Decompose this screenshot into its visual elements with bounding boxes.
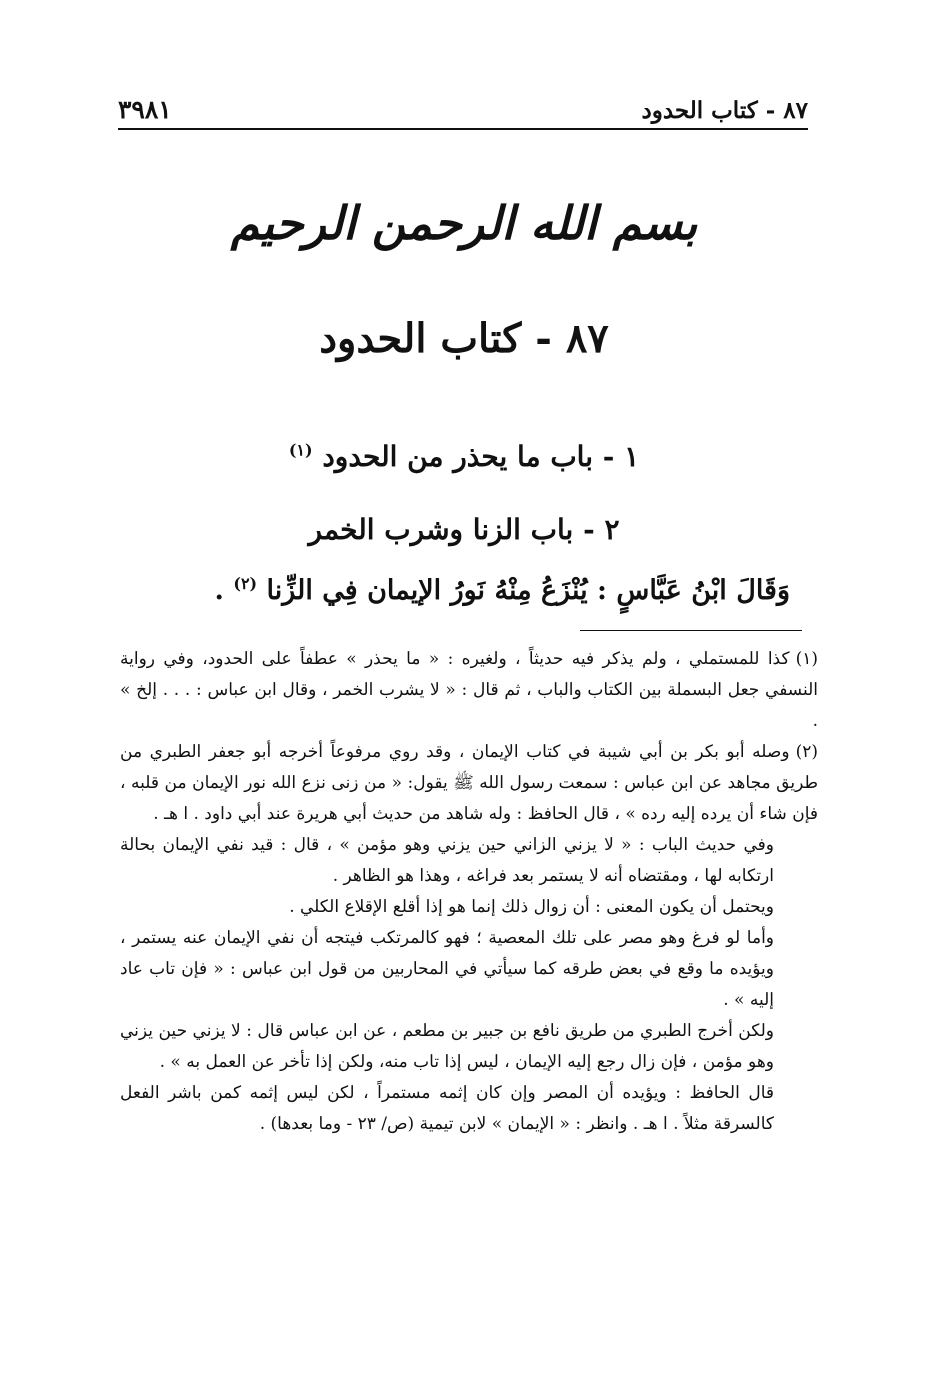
basmala-calligraphy: بسم الله الرحمن الرحيم — [230, 195, 698, 250]
chapter-heading-2 — [150, 513, 778, 557]
footnote-paragraph: ولكن أخرج الطبري من طريق نافع بن جبير بن مطعم ، عن ابن عباس قال : لا يزني حين يزني وهو مؤمن ، فإن زال رجع إليه الإيمان ، ليس إذا تاب منه، ولكن إذا تأخر عن العمل به » . — [120, 1021, 774, 1072]
header-rule — [118, 128, 808, 130]
chapter-1-label: ١ - باب ما يحذر من الحدود — [322, 440, 640, 473]
footnote-separator — [580, 630, 802, 631]
footnote-1-number: (١) — [795, 649, 818, 669]
running-header — [118, 84, 808, 124]
footnote-paragraph: وفي حديث الباب : « لا يزني الزاني حين يزني وهو مؤمن » ، قال : قيد نفي الإيمان بحالة ارتكابه لها ، ومقتضاه أنه لا يستمر بعد فراغه ، وهذا هو الظاهر . — [120, 835, 774, 886]
footnote-2 — [120, 737, 818, 830]
footnote-paragraph: وأما لو فرغ وهو مصر على تلك المعصية ؛ فهو كالمرتكب فيتجه أن نفي الإيمان عنه يستمر ، ويؤيده ما وقع في بعض طرقه كما سيأتي في المحاربين من قول ابن عباس : « فإن تاب عاد إليه » . — [120, 928, 774, 1010]
ibn-abbas-quote — [200, 574, 790, 620]
quote-text: وَقَالَ ابْنُ عَبَّاسٍ : يُنْزَعُ مِنْهُ نَورُ الإيمان فِي الزِّنا — [266, 575, 790, 606]
quote-footnote-ref: (٢) — [233, 574, 258, 593]
running-title: ٨٧ - كتاب الحدود — [641, 97, 808, 124]
chapter-1-footnote-ref: (١) — [288, 440, 313, 460]
footnote-2-number: (٢) — [795, 742, 818, 762]
footnote-1 — [120, 644, 818, 737]
chapter-2-label: ٢ - باب الزنا وشرب الخمر — [308, 513, 620, 546]
footnote-1-text: كذا للمستملي ، ولم يذكر فيه حديثاً ، ولغيره : « ما يحذر » عطفاً على الحدود، وفي رواية النسفي جعل البسملة بين الكتاب والباب ، ثم قال : « لا يشرب الخمر ، وقال ابن عباس : . . . إلخ » . — [120, 649, 818, 731]
chapter-heading-1 — [150, 440, 778, 484]
page-number: ٣٩٨١ — [118, 95, 172, 124]
footnote-2-text: وصله أبو بكر بن أبي شيبة في كتاب الإيمان ، وقد روي مرفوعاً أخرجه أبو جعفر الطبري من طريق مجاهد عن ابن عباس : سمعت رسول الله ﷺ يقول: « من زنى نزع الله نور الإيمان من قلبه ، فإن شاء أن يرده إليه رده » ، قال الحافظ : وله شاهد من حديث أبي هريرة عند أبي داود . ا هـ . — [120, 742, 818, 824]
footnote-paragraph: قال الحافظ : ويؤيده أن المصر وإن كان إثمه مستمراً ، لكن ليس إثمه كمن باشر الفعل كالسرقة مثلاً . ا هـ . وانظر : « الإيمان » لابن تيمية (ص/ ٢٣ - وما بعدها) . — [120, 1083, 774, 1134]
book-title: ٨٧ - كتاب الحدود — [319, 315, 609, 362]
quote-end: . — [214, 575, 224, 606]
footnotes-section — [120, 644, 818, 1140]
footnote-paragraph: ويحتمل أن يكون المعنى : أن زوال ذلك إنما هو إذا أقلع الإقلاع الكلي . — [289, 897, 774, 917]
